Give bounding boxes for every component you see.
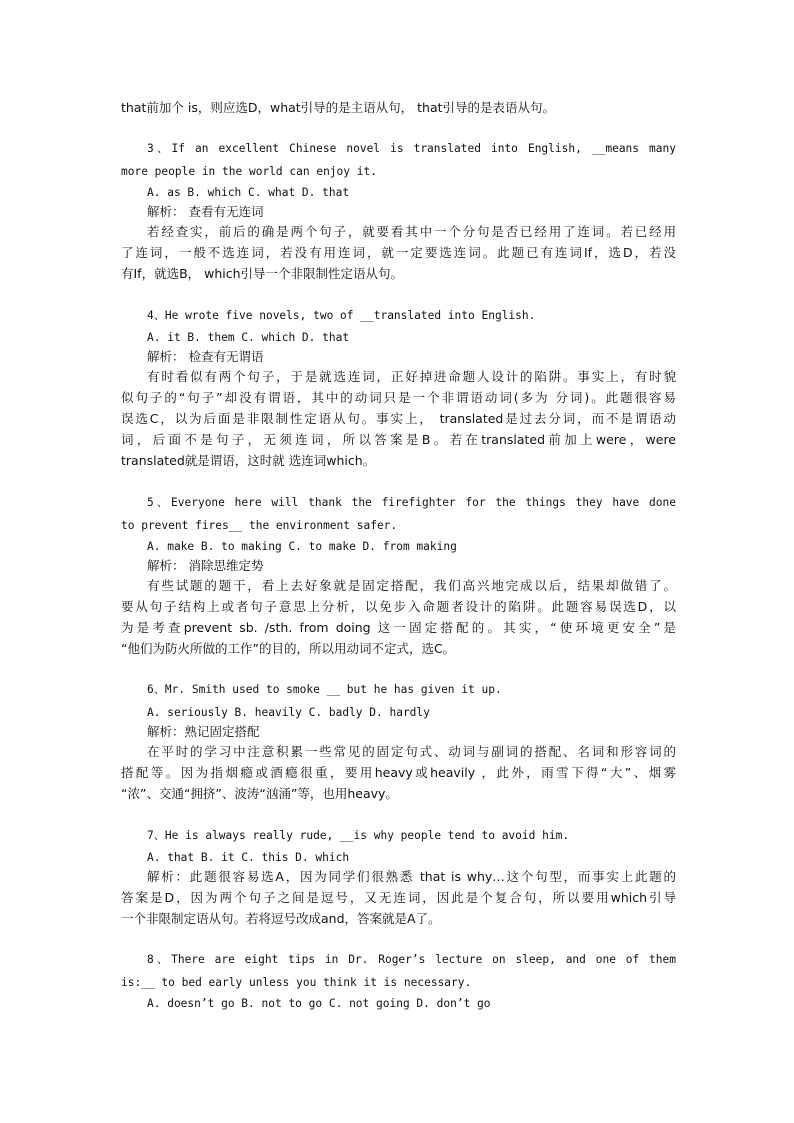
text-line: “他们为防火所做的工作”的目的，所以用动词不定式，选C。 <box>121 642 456 656</box>
analysis-heading: 解析： 检查有无谓语 <box>147 350 264 364</box>
text-line: to prevent fires__ the environment safer. <box>121 519 398 532</box>
text-line: 答案是D，因为两个句子之间是逗号，又无连词，因此是个复合句，所以要用which引导 <box>121 891 676 905</box>
text-line: 了连词，一般不选连词，若没有用连词，就一定要选连词。此题已有连词If，选D，若没 <box>121 246 676 260</box>
question-4: 4、He wrote five novels, two of __translated into English. <box>147 309 536 322</box>
text-line: 似句子的“句子”却没有谓语，其中的动词只是一个非谓语动词(多为 分词)。此题很容易 <box>121 391 676 405</box>
text-line: 搭配等。因为指烟瘾或酒瘾很重，要用heavy或heavily ，此外，雨雪下得“大”、烟雾 <box>121 766 676 780</box>
text-line: 误选C，以为后面是非限制性定语从句。事实上， translated是过去分词，而不是谓语动 <box>121 412 676 426</box>
text-line: 为是考查prevent sb. /sth. from doing 这一固定搭配的。其实，“使环境更安全”是 <box>121 621 676 635</box>
text-line: 有些试题的题干，看上去好象就是固定搭配，我们高兴地完成以后，结果却做错了。 <box>147 579 676 593</box>
text-line: 在平时的学习中注意积累一些常见的固定句式、动词与副词的搭配、名词和形容词的 <box>147 745 676 759</box>
text-line: is:__ to bed early unless you think it is necessary. <box>121 976 472 989</box>
answer-options: A. make B. to making C. to make D. from making <box>147 540 457 553</box>
question-6: 6、Mr. Smith used to smoke __ but he has given it up. <box>147 683 502 696</box>
text-line: 若经查实，前后的确是两个句子，就要看其中一个分句是否已经用了连词。若已经用 <box>147 225 676 239</box>
text-line: “浓”、交通“拥挤”、波涛“汹涌”等，也用heavy。 <box>121 787 398 801</box>
text-line: 要从句子结构上或者句子意思上分析，以免步入命题者设计的陷阱。此题容易误选D，以 <box>121 600 676 614</box>
question-5: 5、Everyone here will thank the firefighter for the things they have done <box>147 496 676 509</box>
text-line: that前加个 is，则应选D，what引导的是主语从句， that引导的是表语从句。 <box>121 101 556 115</box>
question-7: 7、He is always really rude, __is why people tend to avoid him. <box>147 829 570 842</box>
answer-options: A. as B. which C. what D. that <box>147 186 350 199</box>
analysis-heading: 解析： 消除思维定势 <box>147 559 264 573</box>
text-line: 一个非限制定语从句。若将逗号改成and，答案就是A了。 <box>121 912 441 926</box>
answer-options: A. that B. it C. this D. which <box>147 851 350 864</box>
text-line: translated就是谓语，这时就 选连词which。 <box>121 454 376 468</box>
question-3: 3、If an excellent Chinese novel is translated into English, __means many <box>147 142 676 155</box>
answer-options: A. doesn’t go B. not to go C. not going D. don’t go <box>147 997 491 1010</box>
analysis-heading: 解析：此题很容易选A，因为同学们很熟悉 that is why…这个句型，而事实上此题的 <box>147 870 676 884</box>
answer-options: A. seriously B. heavily C. badly D. hardly <box>147 706 430 719</box>
analysis-heading: 解析：熟记固定搭配 <box>147 725 260 739</box>
question-8: 8、There are eight tips in Dr. Roger’s lecture on sleep, and one of them <box>147 953 676 966</box>
text-line: 有If，就选B， which引导一个非限制性定语从句。 <box>121 267 404 281</box>
analysis-heading: 解析： 查看有无连词 <box>147 205 264 219</box>
text-line: 有时看似有两个句子，于是就选连词，正好掉进命题人设计的陷阱。事实上，有时貌 <box>147 370 676 384</box>
text-line: more people in the world can enjoy it. <box>121 165 377 178</box>
answer-options: A. it B. them C. which D. that <box>147 331 350 344</box>
text-line: 词，后面不是句子，无须连词，所以答案是B。若在translated前加上were，were <box>121 433 676 447</box>
